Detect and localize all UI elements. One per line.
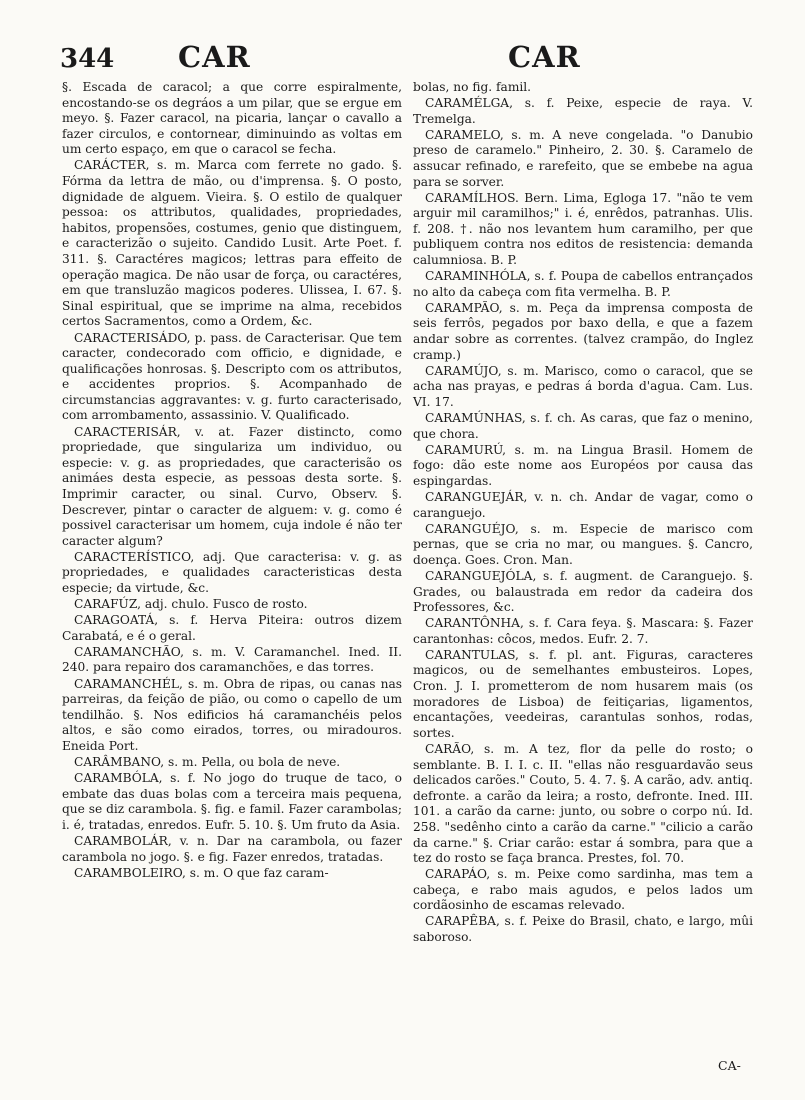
entry-caramboleiro: CARAMBOLEIRO, s. m. O que faz caram- bbox=[74, 865, 329, 880]
entry-carapeba: CARAPÊBA, s. f. Peixe do Brasil, chato, e largo, mûi saboroso. bbox=[413, 914, 753, 945]
entry-caracterisado: CARACTERISÁDO, p. pass. de Caracterisar. Que tem caracter, condecorado com officio, e dignidade, e qualificações honrosas. §. Descripto com os attributos, e accidentes proprios. §. Acompanhado de circumstancias aggravantes: v. g. furto caracterisado, com arrombamento, assassinio. V. Qualificado. bbox=[62, 330, 402, 423]
entry-continuation: bolas, no fig. famil. bbox=[413, 80, 532, 94]
entry-caramanchao: CARAMANCHÃO, s. m. V. Caramanchel. Ined. II. 240. para repairo dos caramanchões, e das torres. bbox=[62, 644, 402, 675]
right-guide-word: CAR bbox=[508, 40, 581, 74]
entry-caracteristico: CARACTERÍSTICO, adj. Que caracterisa: v. g. as propriedades, e qualidades caracteristicas desta especie; da virtude, &c. bbox=[62, 549, 402, 595]
entry-caranguejola: CARANGUEJÓLA, s. f. augment. de Caranguejo. §. Grades, ou balaustrada em redor da cadeira dos Professores, &c. bbox=[413, 568, 753, 615]
entry-caramunhas: CARAMÚNHAS, s. f. ch. As caras, que faz o menino, que chora. bbox=[413, 410, 753, 441]
entry-caracterisar: CARACTERISÁR, v. at. Fazer distincto, como propriedade, que singulariza um individuo, ou especie: v. g. as propriedades, que caracterisão os animáes desta especie, as pessoas desta sorte. §. Imprimir caracter, ou sinal. Curvo, Observ. §. Descrever, pintar o caracter de alguem: v. g. como é possivel caracterisar um homem, cuja indole é não ter caracter algum? bbox=[62, 424, 402, 548]
entry-caragoata: CARAGOATÁ, s. f. Herva Piteira: outros dizem Carabatá, e é o geral. bbox=[62, 613, 402, 643]
entry-carantulas: CARANTULAS, s. f. pl. ant. Figuras, caracteres magicos, ou de semelhantes embusteiros. Lopes, Cron. J. I. prometterom de nom husarem mais (os moradores de Lisboa) de feitiçarias, ligamentos, encantações, veedeiras, carantulas sonhos, rodas, sortes. bbox=[413, 647, 753, 740]
entry-carambola: CARAMBÓLA, s. f. No jogo do truque de taco, o embate das duas bolas com a terceira mais pequena, que se diz carambola. §. fig. e famil. Fazer carambolas; i. é, tratadas, enredos. Eufr. 5. 10. §. Um fruto da Asia. bbox=[62, 771, 402, 832]
entry-caramelo: CARAMELO, s. m. A neve congelada. "o Danubio preso de caramelo." Pinheiro, 2. 30. §. Caramelo de assucar refinado, e rarefeito, que se embebe na agua para se sorver. bbox=[413, 127, 753, 189]
entry-carampao: CARAMPÃO, s. m. Peça da imprensa composta de seis ferrôs, pegados por baxo della, e que a fazem andar sobre as correntes. (talvez crampão, do Inglez cramp.) bbox=[413, 300, 753, 362]
entry-carambolar: CARAMBOLÁR, v. n. Dar na carambola, ou fazer carambola no jogo. §. e fig. Fazer enredos, tratadas. bbox=[62, 834, 402, 864]
entry-caramujo: CARAMÚJO, s. m. Marisco, como o caracol, que se acha nas prayas, e pedras á borda d'agua. Cam. Lus. VI. 17. bbox=[413, 363, 753, 409]
entry-caraminhola: CARAMINHÓLA, s. f. Poupa de cabellos entrançados no alto da cabeça com fita vermelha. B. P. bbox=[413, 269, 753, 299]
left-column bbox=[62, 80, 402, 882]
entry-caramanchel: CARAMANCHÉL, s. m. Obra de ripas, ou canas nas parreiras, da feição de pião, ou como o capello de um tendilhão. §. Nos edificios há caramanchéis pelos altos, e são como eirados, torres, ou miradouros. Eneida Port. bbox=[62, 676, 402, 753]
page-number: 344 bbox=[60, 44, 115, 74]
right-column bbox=[413, 80, 753, 946]
entry-caramilhos: CARAMÍLHOS. Bern. Lima, Egloga 17. "não te vem arguir mil caramilhos;" i. é, enrêdos, patranhas. Ulis. f. 208. †. não nos levantem hum caramilho, per que publiquem contra nos editos de resistencia: demanda calumniosa. B. P. bbox=[413, 190, 753, 268]
entry-carambano: CARÂMBANO, s. m. Pella, ou bola de neve. bbox=[74, 755, 341, 770]
entry-escada-caracol: §. Escada de caracol; a que corre espiralmente, encostando-se os degráos a um pilar, que se ergue em meyo. §. Fazer caracol, na picaria, lançar o cavallo a fazer circulos, e contornear, diminuindo as voltas em um certo espaço, em que o caracol se fecha. bbox=[62, 80, 402, 157]
entry-carafuz: CARAFÚZ, adj. chulo. Fusco de rosto. bbox=[74, 597, 308, 612]
catchword: CA- bbox=[718, 1058, 741, 1073]
entry-caracter: CARÁCTER, s. m. Marca com ferrete no gado. §. Fórma da lettra de mão, ou d'imprensa. §. O posto, dignidade de alguem. Vieira. §. O estilo de qualquer pessoa: os attributos, qualidades, propriedades, habitos, propensões, costumes, genio que distinguem, e caracterizão o sujeito. Candido Lusit. Arte Poet. f. 311. §. Caractéres magicos; lettras para effeito de operação magica. De não usar de força, ou caractéres, em que transluzão magicos poderes. Ulissea, I. 67. §. Sinal espiritual, que se imprime na alma, recebidos certos Sacramentos, como a Ordem, &c. bbox=[62, 158, 402, 329]
left-guide-word: CAR bbox=[178, 40, 251, 74]
entry-carantonha: CARANTÔNHA, s. f. Cara feya. §. Mascara: §. Fazer carantonhas: côcos, medos. Eufr. 2. 7. bbox=[413, 616, 753, 646]
entry-caranguejo: CARANGUÉJO, s. m. Especie de marisco com pernas, que se cria no mar, ou mangues. §. Cancro, doença. Goes. Cron. Man. bbox=[413, 521, 753, 567]
entry-caranguejar: CARANGUEJÁR, v. n. ch. Andar de vagar, como o caranguejo. bbox=[413, 489, 753, 520]
entry-carao: CARÃO, s. m. A tez, flor da pelle do rosto; o semblante. B. I. I. c. II. "ellas não resguardavão seus delicados carões." Couto, 5. 4. 7. §. A carão, adv. antiq. defronte. a carão da leira; a rosto, defronte. Ined. III. 101. a carão da carne: junto, ou sobre o corpo nú. Id. 258. "sedênho cinto a carão da carne." "cilicio a carão da carne." §. Criar carão: estar á sombra, para que a tez do rosto se faça branca. Prestes, fol. 70. bbox=[413, 741, 753, 866]
entry-caramuru: CARAMURÚ, s. m. na Lingua Brasil. Homem de fogo: dão este nome aos Européos por causa das espingardas. bbox=[413, 442, 753, 488]
entry-caramelga: CARAMÉLGA, s. f. Peixe, especie de raya. V. Tremelga. bbox=[413, 96, 753, 126]
entry-carapao: CARAPÁO, s. m. Peixe como sardinha, mas tem a cabeça, e rabo mais agudos, e pelos lados um cordãosinho de escamas relevado. bbox=[413, 867, 753, 913]
